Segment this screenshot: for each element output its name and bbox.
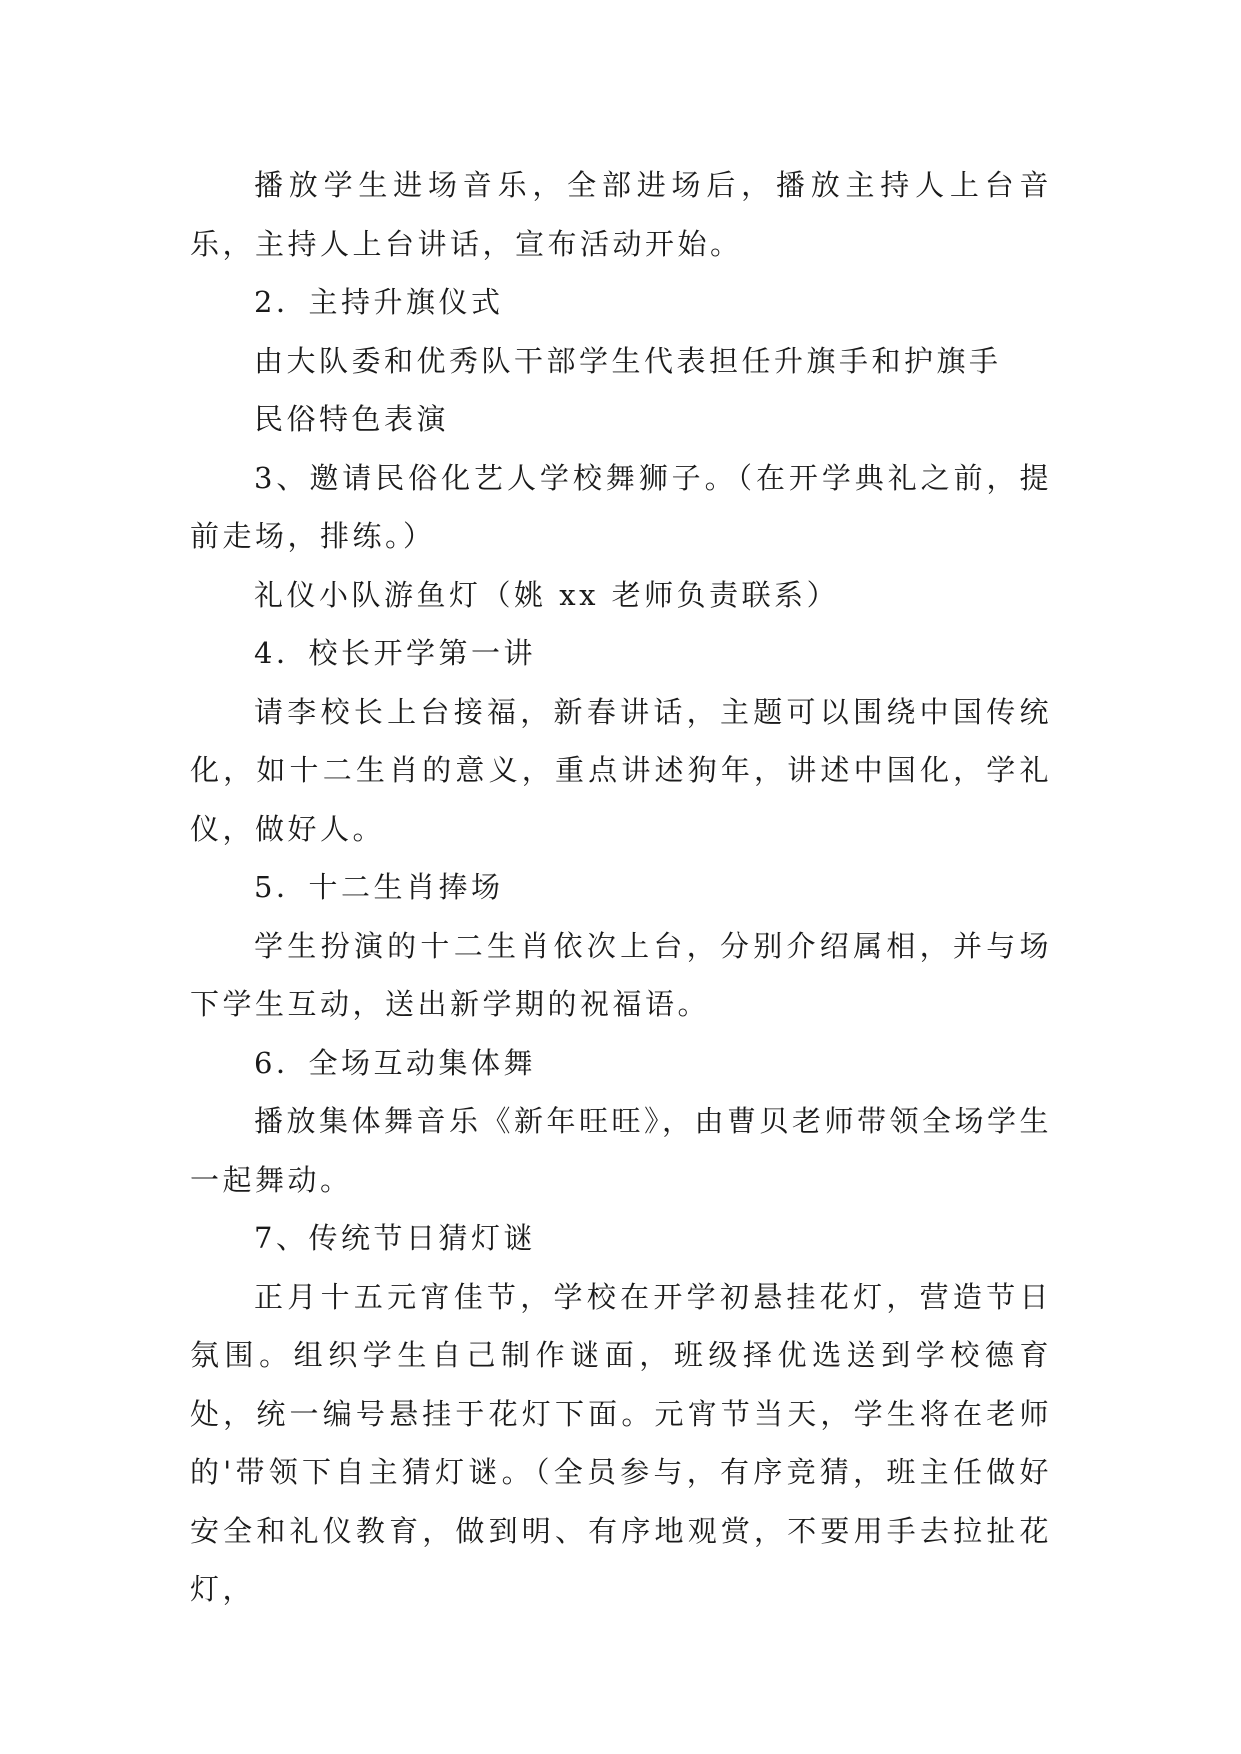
paragraph-lantern-riddles: 正月十五元宵佳节，学校在开学初悬挂花灯，营造节日氛围。组织学生自己制作谜面，班级择优选送到学校德育处，统一编号悬挂于花灯下面。元宵节当天，学生将在老师的'带领下自主猜灯谜。（全员参与，有序竞猜，班主任做好安全和礼仪教育，做到明、有序地观赏，不要用手去拉扯花灯， <box>190 1279 1052 1606</box>
paragraph-heading-zodiac: 5．十二生肖捧场 <box>254 870 504 904</box>
paragraph-zodiac: 学生扮演的十二生肖依次上台，分别介绍属相，并与场下学生互动，送出新学期的祝福语。 <box>190 928 1052 1021</box>
document-body <box>190 156 1052 1619</box>
paragraph-heading-flag-ceremony: 2．主持升旗仪式 <box>254 285 504 319</box>
paragraph-opening-music: 播放学生进场音乐，全部进场后，播放主持人上台音乐，主持人上台讲话，宣布活动开始。 <box>190 168 1052 261</box>
paragraph-heading-principal-speech: 4．校长开学第一讲 <box>254 636 536 670</box>
paragraph-heading-lantern-riddles: 7、传统节日猜灯谜 <box>254 1221 536 1255</box>
paragraph-principal-speech: 请李校长上台接福，新春讲话，主题可以围绕中国传统化，如十二生肖的意义，重点讲述狗年，讲述中国化，学礼仪，做好人。 <box>190 694 1052 846</box>
paragraph-folk-performance: 民俗特色表演 <box>254 402 450 436</box>
paragraph-group-dance: 播放集体舞音乐《新年旺旺》，由曹贝老师带领全场学生一起舞动。 <box>190 1104 1053 1197</box>
paragraph-flag-bearers: 由大队委和优秀队干部学生代表担任升旗手和护旗手 <box>254 343 1002 378</box>
paragraph-fish-lantern: 礼仪小队游鱼灯（姚 xx 老师负责联系） <box>254 577 840 612</box>
paragraph-heading-group-dance: 6．全场互动集体舞 <box>254 1045 536 1080</box>
paragraph-lion-dance: 3、邀请民俗化艺人学校舞狮子。（在开学典礼之前，提前走场，排练。） <box>190 460 1052 553</box>
